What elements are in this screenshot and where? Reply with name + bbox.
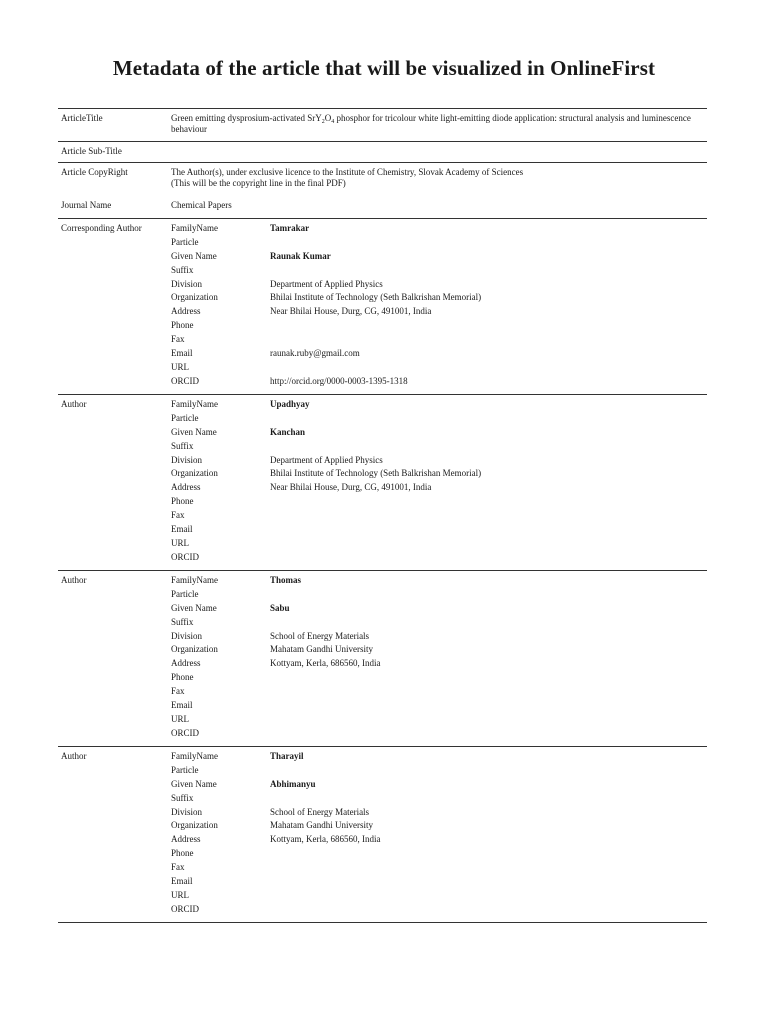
field-label: ORCID [171, 903, 200, 914]
author-field-row [171, 237, 701, 251]
article-title-label: ArticleTitle [61, 113, 103, 123]
field-label: ORCID [171, 551, 200, 562]
field-value: School of Energy Materials [270, 806, 370, 817]
field-label: URL [171, 713, 189, 724]
page-title: Metadata of the article that will be visualized in OnlineFirst [112, 56, 656, 80]
author-block [58, 394, 707, 570]
field-label: Division [171, 630, 203, 641]
author-field-row [171, 496, 701, 510]
field-label: Email [171, 524, 193, 535]
field-label: Phone [171, 848, 194, 859]
author-role: Author [61, 751, 87, 761]
author-field-row [171, 575, 701, 589]
field-value: Near Bhilai House, Durg, CG, 491001, India [270, 482, 432, 493]
author-field-row [171, 223, 701, 237]
field-label: Given Name [171, 426, 217, 437]
article-subtitle-row [58, 141, 707, 162]
author-field-row [171, 334, 701, 348]
author-field-row [171, 441, 701, 455]
author-field-row [171, 413, 701, 427]
author-field-row [171, 834, 701, 848]
field-label: Address [171, 306, 201, 317]
journal-name-row [58, 196, 707, 218]
field-value: Kanchan [270, 426, 306, 437]
field-label: Email [171, 348, 193, 359]
author-field-row [171, 904, 701, 918]
article-copyright-row [58, 162, 707, 196]
article-subtitle-label: Article Sub-Title [61, 146, 122, 156]
author-field-row [171, 876, 701, 890]
field-value: Raunak Kumar [270, 250, 331, 261]
copyright-line-2: (This will be the copyright line in the final PDF) [171, 178, 346, 188]
author-field-row [171, 538, 701, 552]
field-label: Fax [171, 334, 185, 345]
field-value: Near Bhilai House, Durg, CG, 491001, India [270, 306, 432, 317]
article-title-text-b: O [324, 113, 332, 123]
field-label: Given Name [171, 250, 217, 261]
field-value: Abhimanyu [270, 778, 316, 789]
field-label: Suffix [171, 264, 194, 275]
field-label: Organization [171, 292, 218, 303]
field-value: Department of Applied Physics [270, 454, 383, 465]
field-value: raunak.ruby@gmail.com [270, 348, 360, 359]
author-field-row [171, 862, 701, 876]
field-label: Suffix [171, 792, 194, 803]
field-label: Division [171, 454, 203, 465]
field-label: Particle [171, 236, 199, 247]
field-label: Organization [171, 820, 218, 831]
author-block [58, 218, 707, 394]
author-field-row [171, 279, 701, 293]
author-field-row [171, 524, 701, 538]
field-label: Fax [171, 686, 185, 697]
author-role: Corresponding Author [61, 223, 142, 233]
author-field-row [171, 348, 701, 362]
field-value: Thomas [270, 575, 302, 585]
author-field-row [171, 631, 701, 645]
author-field-row [171, 455, 701, 469]
field-label: Email [171, 700, 193, 711]
author-field-row [171, 320, 701, 334]
field-value: Kottyam, Kerla, 686560, India [270, 834, 381, 845]
author-field-row [171, 644, 701, 658]
author-block [58, 570, 707, 746]
author-field-row [171, 848, 701, 862]
field-value: Upadhyay [270, 399, 310, 409]
field-label: URL [171, 537, 189, 548]
field-label: Suffix [171, 440, 194, 451]
author-field-row [171, 482, 701, 496]
author-field-row [171, 672, 701, 686]
field-label: Division [171, 278, 203, 289]
field-value: Sabu [270, 602, 290, 613]
journal-name-value: Chemical Papers [171, 200, 232, 210]
author-fields [171, 575, 701, 742]
author-field-row [171, 807, 701, 821]
field-value: Tamrakar [270, 223, 310, 233]
metadata-table [58, 108, 707, 923]
field-label: Phone [171, 672, 194, 683]
field-value: Mahatam Gandhi University [270, 820, 373, 831]
field-label: Phone [171, 320, 194, 331]
author-fields [171, 399, 701, 566]
field-label: ORCID [171, 727, 200, 738]
article-title-text-a: Green emitting dysprosium-activated SrY [171, 113, 322, 123]
article-title-subscript-1: 2 [321, 119, 325, 125]
author-field-row [171, 265, 701, 279]
article-title-text-c: phosphor for tricolour white light-emitting diode application: structural analysis and luminescence behaviour [171, 113, 691, 134]
author-field-row [171, 700, 701, 714]
field-value: Mahatam Gandhi University [270, 644, 373, 655]
author-field-row [171, 589, 701, 603]
journal-name-label: Journal Name [61, 200, 112, 210]
author-field-row [171, 728, 701, 742]
author-field-row [171, 890, 701, 904]
author-field-row [171, 427, 701, 441]
field-label: Fax [171, 510, 185, 521]
author-fields [171, 223, 701, 390]
author-field-row [171, 686, 701, 700]
author-field-row [171, 399, 701, 413]
field-value: Bhilai Institute of Technology (Seth Balkrishan Memorial) [270, 292, 482, 303]
author-field-row [171, 362, 701, 376]
field-label: FamilyName [171, 751, 218, 761]
article-copyright-value [171, 167, 701, 189]
field-value: http://orcid.org/0000-0003-1395-1318 [270, 375, 408, 386]
author-field-row [171, 779, 701, 793]
author-field-row [171, 603, 701, 617]
field-label: Particle [171, 764, 199, 775]
field-label: Fax [171, 862, 185, 873]
field-label: Division [171, 806, 203, 817]
copyright-line-1: The Author(s), under exclusive licence to the Institute of Chemistry, Slovak Academy of Sciences [171, 167, 524, 177]
field-label: URL [171, 889, 189, 900]
author-field-row [171, 510, 701, 524]
author-field-row [171, 793, 701, 807]
field-label: Address [171, 482, 201, 493]
field-label: Organization [171, 644, 218, 655]
author-field-row [171, 468, 701, 482]
author-role: Author [61, 575, 87, 585]
author-field-row [171, 765, 701, 779]
article-title-value [171, 113, 701, 135]
field-label: Phone [171, 496, 194, 507]
field-label: ORCID [171, 375, 200, 386]
author-field-row [171, 552, 701, 566]
author-field-row [171, 820, 701, 834]
article-title-row [58, 108, 707, 141]
field-value: School of Energy Materials [270, 630, 370, 641]
author-field-row [171, 292, 701, 306]
field-label: Address [171, 834, 201, 845]
field-label: Given Name [171, 778, 217, 789]
field-label: FamilyName [171, 223, 218, 233]
author-field-row [171, 306, 701, 320]
author-field-row [171, 751, 701, 765]
field-label: URL [171, 361, 189, 372]
author-field-row [171, 714, 701, 728]
article-copyright-label: Article CopyRight [61, 167, 128, 177]
author-fields [171, 751, 701, 918]
field-label: Email [171, 876, 193, 887]
article-title-subscript-2: 4 [331, 119, 335, 125]
field-value: Department of Applied Physics [270, 278, 383, 289]
author-field-row [171, 376, 701, 390]
author-field-row [171, 658, 701, 672]
field-value: Tharayil [270, 751, 304, 761]
field-label: Particle [171, 412, 199, 423]
author-field-row [171, 251, 701, 265]
field-value: Bhilai Institute of Technology (Seth Balkrishan Memorial) [270, 468, 482, 479]
field-label: Address [171, 658, 201, 669]
author-field-row [171, 617, 701, 631]
field-label: FamilyName [171, 399, 218, 409]
field-label: Given Name [171, 602, 217, 613]
field-label: Organization [171, 468, 218, 479]
field-label: Particle [171, 588, 199, 599]
field-value: Kottyam, Kerla, 686560, India [270, 658, 381, 669]
field-label: Suffix [171, 616, 194, 627]
field-label: FamilyName [171, 575, 218, 585]
author-role: Author [61, 399, 87, 409]
author-block [58, 746, 707, 923]
